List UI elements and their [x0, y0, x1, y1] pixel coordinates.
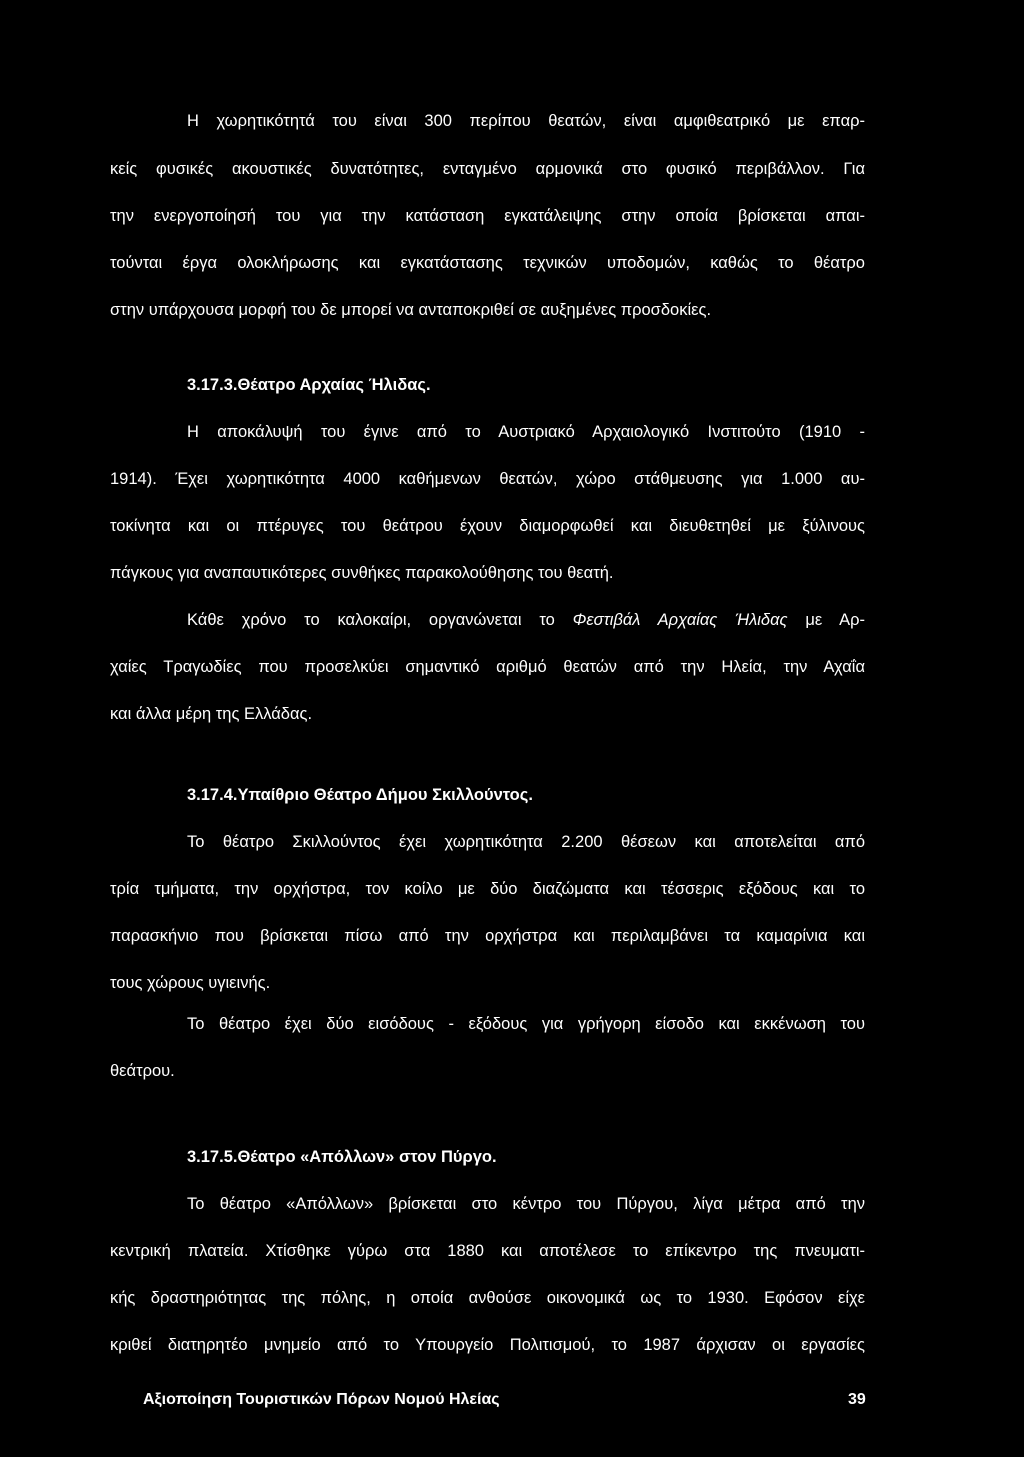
section-heading-3-17-3: 3.17.3.Θέατρο Αρχαίας Ήλιδας.: [187, 376, 431, 394]
section-3-line-7: και άλλα μέρη της Ελλάδας.: [110, 705, 313, 723]
festival-text-after: με Αρ-: [787, 611, 866, 629]
section-3-line-3: τοκίνητα και οι πτέρυγες του θεάτρου έχουν διαμορφωθεί και διευθετηθεί με ξύλινους: [110, 517, 865, 535]
festival-text-before: Κάθε χρόνο το καλοκαίρι, οργανώνεται το: [187, 611, 573, 629]
section-4-line-2: τρία τμήματα, την ορχήστρα, τον κοίλο με δύο διαζώματα και τέσσερις εξόδους και το: [110, 880, 865, 898]
intro-line-4: τούνται έργα ολοκλήρωσης και εγκατάστασης τεχνικών υποδομών, καθώς το θέατρο: [110, 254, 865, 272]
page-number: 39: [848, 1391, 866, 1408]
section-5-line-1: Το θέατρο «Απόλλων» βρίσκεται στο κέντρο του Πύργου, λίγα μέτρα από την: [187, 1195, 865, 1213]
section-3-festival-line: [187, 610, 865, 630]
section-3-line-6: χαίες Τραγωδίες που προσελκύει σημαντικό αριθμό θεατών από την Ηλεία, την Αχαΐα: [110, 658, 865, 676]
intro-line-1: Η χωρητικότητά του είναι 300 περίπου θεατών, είναι αμφιθεατρικό με επαρ-: [187, 112, 865, 130]
section-3-line-4: πάγκους για αναπαυτικότερες συνθήκες παρακολούθησης του θεατή.: [110, 564, 614, 582]
section-4-line-3: παρασκήνιο που βρίσκεται πίσω από την ορχήστρα και περιλαμβάνει τα καμαρίνια και: [110, 927, 865, 945]
intro-line-3: την ενεργοποίησή του για την κατάσταση εγκατάλειψης στην οποία βρίσκεται απαι-: [110, 207, 865, 225]
section-4-line-6: θεάτρου.: [110, 1062, 175, 1080]
section-4-line-4: τους χώρους υγιεινής.: [110, 974, 271, 992]
section-3-line-1: Η αποκάλυψή του έγινε από το Αυστριακό Αρχαιολογικό Ινστιτούτο (1910 -: [187, 423, 865, 441]
section-5-line-4: κριθεί διατηρητέο μνημείο από το Υπουργείο Πολιτισμού, το 1987 άρχισαν οι εργασίες: [110, 1336, 865, 1354]
footer-title: Αξιοποίηση Τουριστικών Πόρων Νομού Ηλείας: [143, 1391, 500, 1408]
intro-line-2: κείς φυσικές ακουστικές δυνατότητες, ενταγμένο αρμονικά στο φυσικό περιβάλλον. Για: [110, 160, 865, 178]
section-heading-3-17-4: 3.17.4.Υπαίθριο Θέατρο Δήμου Σκιλλούντος.: [187, 786, 533, 804]
section-4-line-5: Το θέατρο έχει δύο εισόδους - εξόδους για γρήγορη είσοδο και εκκένωση του: [187, 1015, 865, 1033]
section-3-line-2: 1914). Έχει χωρητικότητα 4000 καθήμενων θεατών, χώρο στάθμευσης για 1.000 αυ-: [110, 470, 865, 488]
section-4-line-1: Το θέατρο Σκιλλούντος έχει χωρητικότητα 2.200 θέσεων και αποτελείται από: [187, 833, 865, 851]
section-heading-3-17-5: 3.17.5.Θέατρο «Απόλλων» στον Πύργο.: [187, 1148, 497, 1166]
section-5-line-2: κεντρική πλατεία. Χτίσθηκε γύρω στα 1880 και αποτέλεσε το επίκεντρο της πνευματι-: [110, 1242, 865, 1260]
intro-line-5: στην υπάρχουσα μορφή του δε μπορεί να ανταποκριθεί σε αυξημένες προσδοκίες.: [110, 301, 712, 319]
section-5-line-3: κής δραστηριότητας της πόλης, η οποία ανθούσε οικονομικά ως το 1930. Εφόσον είχε: [110, 1289, 865, 1307]
festival-name: Φεστιβάλ Αρχαίας Ήλιδας: [572, 611, 788, 629]
